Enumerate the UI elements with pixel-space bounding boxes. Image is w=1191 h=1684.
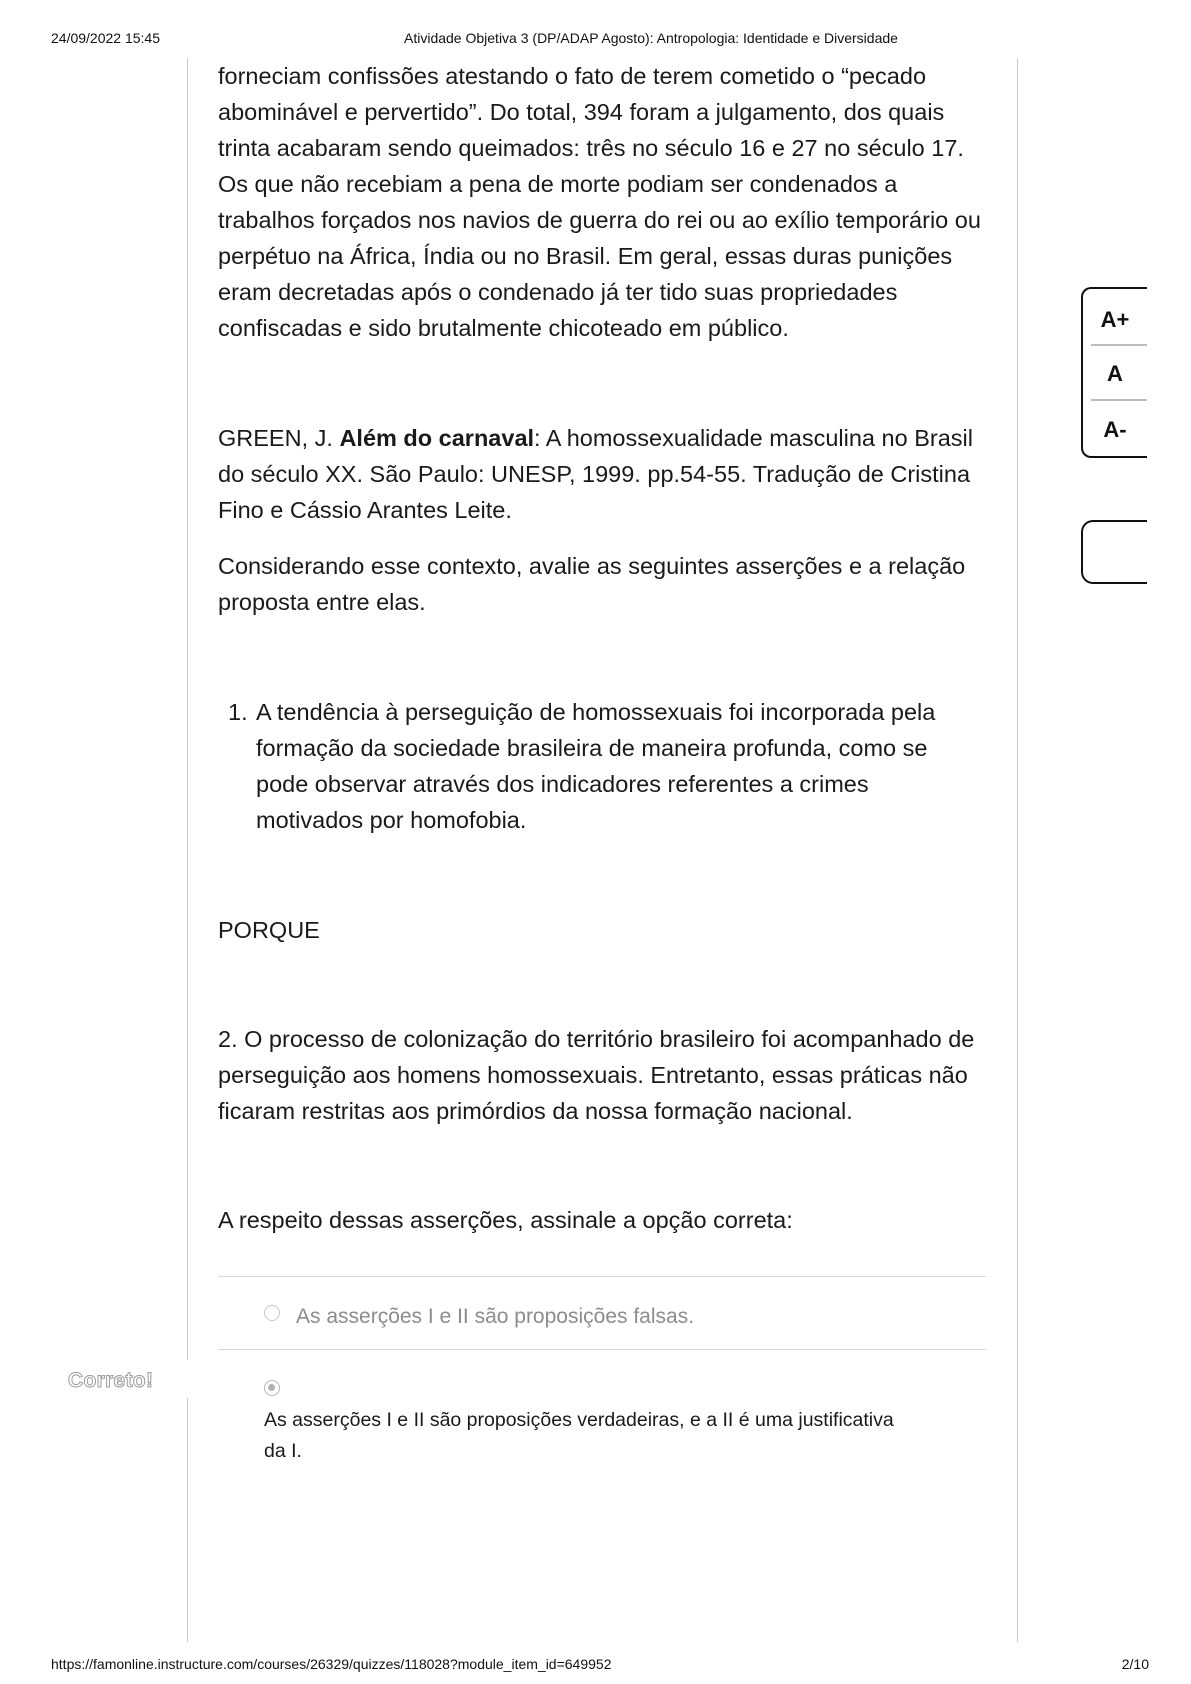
increase-font-button[interactable]: A+ [1100, 307, 1130, 332]
option-2-label[interactable]: As asserções I e II são proposições verdadeiras, e a II é uma justificativa da I. [264, 1409, 894, 1462]
page-title: Atividade Objetiva 3 (DP/ADAP Agosto): Antropologia: Identidade e Diversidade [404, 30, 898, 46]
assertion-connector: PORQUE [218, 917, 320, 943]
font-control-divider [1091, 399, 1147, 401]
citation-suffix: : A homossexualidade masculina no Brasil do século XX. São Paulo: UNESP, 1999. pp.54-55. Tradução de Cristina Fino e Cássio Arantes Leite. [218, 425, 973, 523]
option-1-label[interactable]: As asserções I e II são proposições falsas. [296, 1305, 695, 1328]
content-border-left [187, 58, 188, 1360]
option-1-radio[interactable] [264, 1305, 280, 1321]
citation-book-title: Além do carnaval [339, 425, 535, 451]
normal-font-button[interactable]: A [1107, 361, 1123, 386]
question-prompt: A respeito dessas asserções, assinale a opção correta: [218, 1207, 793, 1233]
option-divider [218, 1349, 986, 1350]
print-date: 24/09/2022 15:45 [51, 30, 160, 46]
question-context: Considerando esse contexto, avalie as seguintes asserções e a relação proposta entre elas. [218, 553, 966, 615]
font-control-divider [1091, 344, 1147, 346]
content-border-left-lower [187, 1398, 188, 1642]
page-number: 2/10 [1121, 1656, 1149, 1672]
assertion-2: 2. O processo de colonização do território brasileiro foi acompanhado de perseguição aos homens homossexuais. Entretanto, essas práticas não ficaram restritas aos primórdios da nossa formação nacional. [218, 1026, 975, 1124]
assertion-1-number: 1. [228, 699, 248, 725]
print-url: https://famonline.instructure.com/courses/26329/quizzes/118028?module_item_id=649952 [51, 1656, 612, 1672]
option-2-radio[interactable] [264, 1380, 280, 1396]
side-panel-button[interactable] [1081, 520, 1147, 584]
option-divider [218, 1276, 986, 1277]
question-excerpt: forneciam confissões atestando o fato de terem cometido o “pecado abominável e pervertido”. Do total, 394 foram a julgamento, dos quais trinta acabaram sendo queimados: três no século 16 e 27 no século 17. Os que não recebiam a pena de morte podiam ser condenados a trabalhos forçados nos navios de guerra do rei ou ao exílio temporário ou perpétuo na África, Índia ou no Brasil. Em geral, essas duras punições eram decretadas após o condenado já ter tido suas propriedades confiscadas e sido brutalmente chicoteado em público. [218, 63, 981, 341]
font-size-controls [1081, 287, 1147, 458]
content-border-right [1017, 58, 1018, 1642]
citation-prefix: GREEN, J. [218, 425, 340, 451]
correct-answer-badge: Correto! [68, 1369, 154, 1392]
decrease-font-button[interactable]: A- [1103, 417, 1127, 442]
citation [218, 420, 988, 528]
assertion-1-text: A tendência à perseguição de homossexuais foi incorporada pela formação da sociedade brasileira de maneira profunda, como se pode observar através dos indicadores referentes a crimes motivados por homofobia. [256, 699, 936, 833]
